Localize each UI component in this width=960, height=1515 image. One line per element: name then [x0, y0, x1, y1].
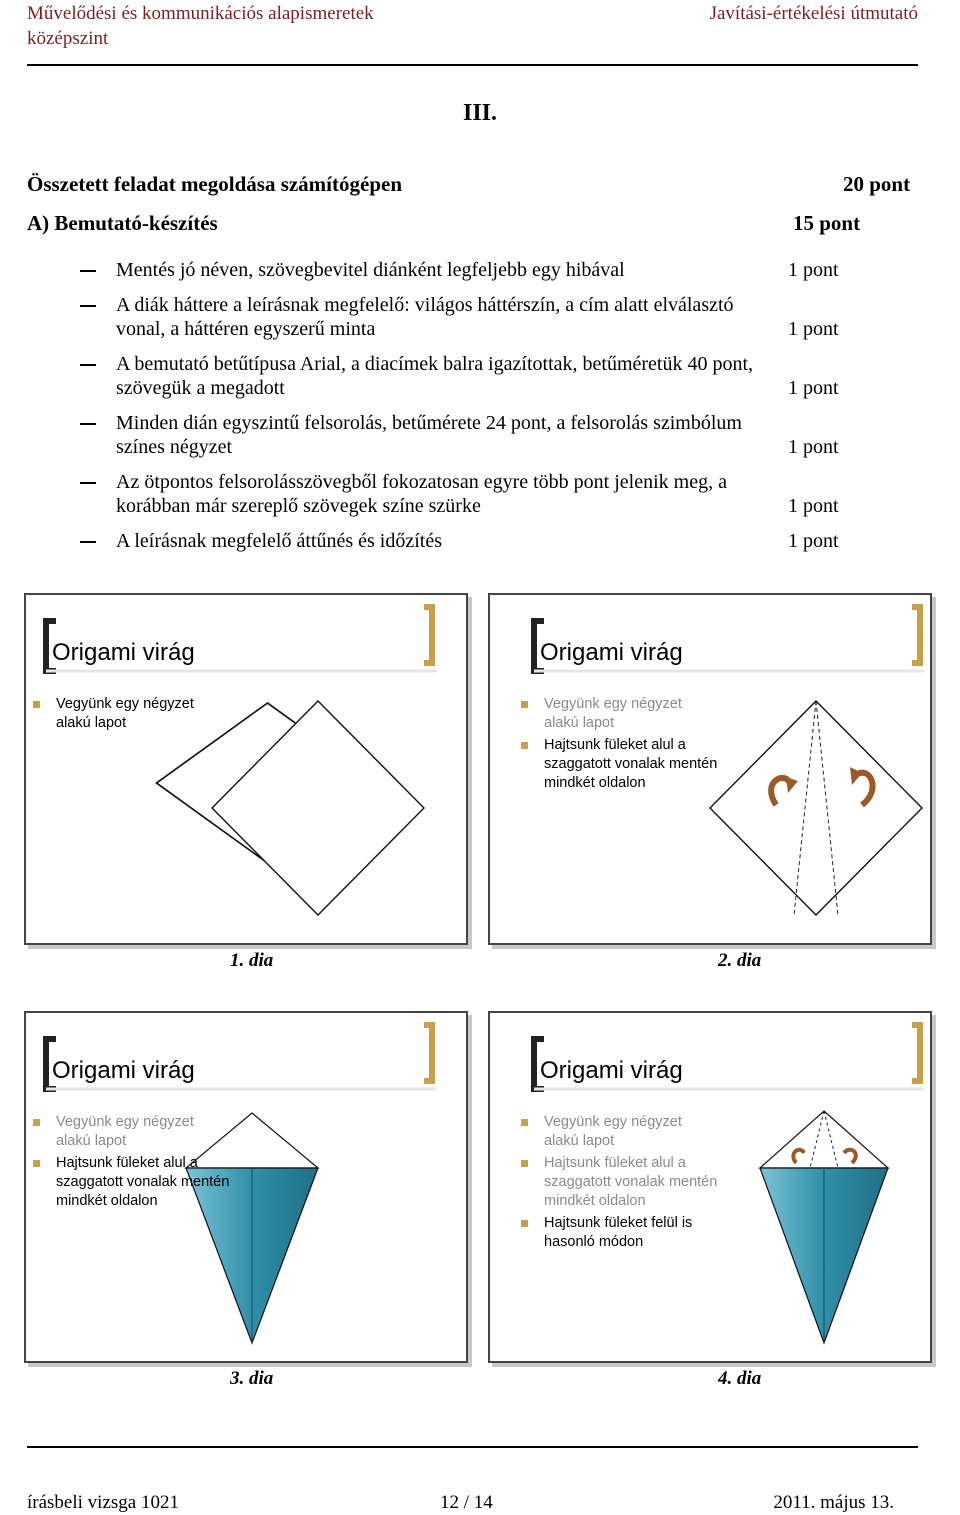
criterion-points: 1 pont	[788, 530, 839, 552]
dash-bullet	[80, 364, 96, 366]
criterion-item	[80, 352, 860, 400]
footer-date: 2011. május 13.	[773, 1492, 894, 1513]
subtask-points: 15 pont	[793, 211, 861, 235]
criteria-list	[80, 258, 860, 564]
criterion-text: Az ötpontos felsorolásszövegből fokozatosan egyre több pont jelenik meg, a korábban már szereplő szövegek színe szürke	[116, 471, 727, 517]
criterion-text: Minden dián egyszintű felsorolás, betűmérete 24 pont, a felsorolás szimbólum színes négyzet	[116, 412, 742, 458]
criterion-points: 1 pont	[788, 377, 839, 399]
criterion-points: 1 pont	[788, 318, 839, 340]
slide-bullet: Hajtsunk füleket felül is hasonló módon	[520, 1214, 720, 1252]
slide-title: Origami virág	[52, 639, 195, 666]
header-doc-type: Javítási-értékelési útmutató	[709, 3, 918, 24]
slide-thumbnail-1	[24, 593, 468, 945]
slide-bullets	[32, 1113, 232, 1214]
subtask-title: A) Bemutató-készítés	[27, 211, 218, 235]
slide-bullets	[520, 1113, 720, 1255]
criterion-item	[80, 411, 860, 459]
page-header	[27, 0, 918, 66]
page-footer	[27, 1446, 918, 1513]
slide-bullet: Vegyünk egy négyzet alakú lapot	[520, 1113, 720, 1151]
slide-bullet: Vegyünk egy négyzet alakú lapot	[520, 695, 720, 733]
slide-caption-1: 1. dia	[230, 950, 274, 971]
slide-caption-4: 4. dia	[718, 1368, 762, 1389]
section-number: III.	[462, 100, 498, 126]
criterion-text: A diák háttere a leírásnak megfelelő: világos háttérszín, a cím alatt elválasztó vonal, a háttéren egyszerű minta	[116, 294, 734, 340]
task-points: 20 pont	[843, 172, 911, 196]
slide-title: Origami virág	[52, 1057, 195, 1084]
slide-bullet: Hajtsunk füleket alul a szaggatott vonalak mentén mindkét oldalon	[32, 1154, 232, 1211]
dash-bullet	[80, 305, 96, 307]
slide-thumbnail-4	[488, 1011, 932, 1363]
criterion-item	[80, 258, 860, 282]
dash-bullet	[80, 423, 96, 425]
criterion-text: A bemutató betűtípusa Arial, a diacímek balra igazítottak, betűméretük 40 pont, szövegük a megadott	[116, 353, 754, 399]
criterion-item	[80, 470, 860, 518]
slide-bullet: Hajtsunk füleket alul a szaggatott vonalak mentén mindkét oldalon	[520, 736, 720, 793]
dash-bullet	[80, 482, 96, 484]
slide-bullet: Vegyünk egy négyzet alakú lapot	[32, 695, 232, 733]
footer-page-number: 12 / 14	[440, 1492, 493, 1513]
slide-thumbnail-2	[488, 593, 932, 945]
header-subject: Művelődési és kommunikációs alapismeretek	[27, 3, 374, 24]
criterion-text: A leírásnak megfelelő áttűnés és időzítés	[116, 530, 443, 552]
criterion-points: 1 pont	[788, 436, 839, 458]
task-title: Összetett feladat megoldása számítógépen	[27, 172, 403, 196]
slide-title: Origami virág	[540, 639, 683, 666]
criterion-item	[80, 293, 860, 341]
slide-bullets	[520, 695, 720, 796]
slide-bullet: Vegyünk egy négyzet alakú lapot	[32, 1113, 232, 1151]
slide-caption-2: 2. dia	[718, 950, 762, 971]
slide-thumbnail-3	[24, 1011, 468, 1363]
dash-bullet	[80, 270, 96, 272]
criterion-points: 1 pont	[788, 495, 839, 517]
slide-bullets	[32, 695, 232, 736]
dash-bullet	[80, 541, 96, 543]
slide-title: Origami virág	[540, 1057, 683, 1084]
header-level: középszint	[27, 28, 109, 49]
slide-bullet: Hajtsunk füleket alul a szaggatott vonalak mentén mindkét oldalon	[520, 1154, 720, 1211]
criterion-points: 1 pont	[788, 259, 839, 281]
criterion-text: Mentés jó néven, szövegbevitel diánként legfeljebb egy hibával	[116, 259, 625, 281]
slide-caption-3: 3. dia	[230, 1368, 274, 1389]
footer-exam-code: írásbeli vizsga 1021	[27, 1492, 179, 1513]
criterion-item	[80, 529, 860, 553]
